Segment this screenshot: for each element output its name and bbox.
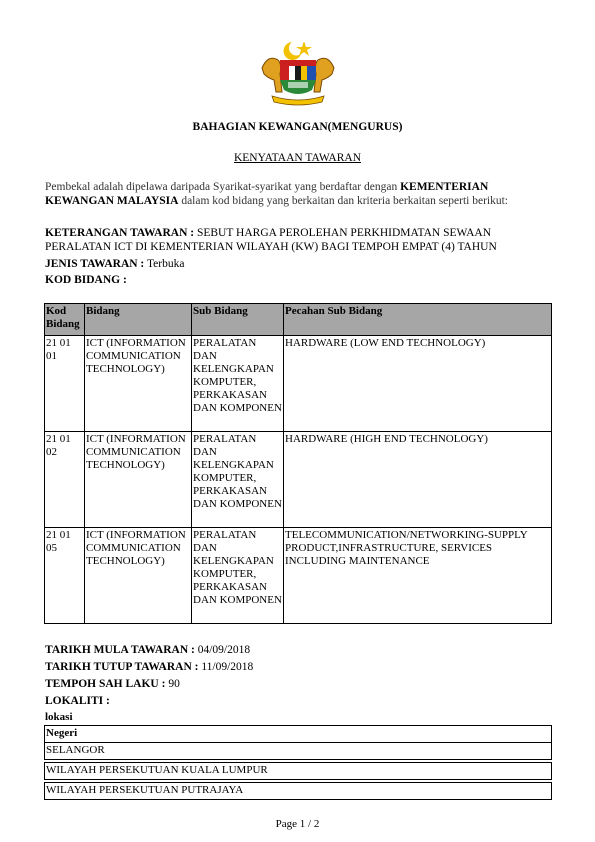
header-sub-bidang: Sub Bidang — [192, 304, 284, 336]
locality-label-text: LOKALITI : — [45, 695, 110, 707]
header-kod: Kod Bidang — [45, 304, 85, 336]
lokasi-cell: WILAYAH PERSEKUTUAN KUALA LUMPUR — [45, 763, 552, 780]
cell-kod: 21 01 01 — [45, 336, 85, 432]
cell-kod: 21 01 02 — [45, 432, 85, 528]
cell-bidang: ICT (INFORMATION COMMUNICATION TECHNOLOGY) — [85, 432, 192, 528]
cell-pecahan: TELECOMMUNICATION/NETWORKING-SUPPLY PRODUCT,INFRASTRUCTURE, SERVICES INCLUDING MAINTENANCE — [284, 528, 552, 624]
start-date — [45, 644, 250, 656]
cell-pecahan: HARDWARE (HIGH END TECHNOLOGY) — [284, 432, 552, 528]
list-item — [45, 763, 552, 780]
start-date-label: TARIKH MULA TAWARAN : — [45, 644, 195, 656]
intro-paragraph — [45, 180, 555, 208]
offer-type-value: Terbuka — [146, 258, 185, 270]
cell-pecahan: HARDWARE (LOW END TECHNOLOGY) — [284, 336, 552, 432]
malaysia-coat-of-arms-icon — [258, 38, 338, 110]
cell-sub-bidang: PERALATAN DAN KELENGKAPAN KOMPUTER, PERKAKASAN DAN KOMPONEN — [192, 432, 284, 528]
department-name: BAHAGIAN KEWANGAN(MENGURUS) — [192, 121, 403, 133]
lokasi-label — [45, 711, 73, 723]
table-row — [45, 528, 552, 624]
header-bidang: Bidang — [85, 304, 192, 336]
lokasi-header-row — [45, 726, 552, 743]
end-date-label: TARIKH TUTUP TAWARAN : — [45, 661, 199, 673]
code-label — [45, 274, 127, 286]
lokasi-header: Negeri — [45, 726, 552, 743]
locality-label — [45, 695, 110, 707]
intro-text-before: Pembekal adalah dipelawa daripada Syarikat-syarikat yang berdaftar dengan — [45, 181, 401, 193]
lokasi-cell: SELANGOR — [45, 743, 552, 760]
list-item — [45, 743, 552, 760]
ministry-name: KEMENTERIAN KEWANGAN MALAYSIA — [45, 181, 489, 207]
end-date-value: 11/09/2018 — [201, 661, 254, 673]
offer-description-value: SEBUT HARGA PEROLEHAN PERKHIDMATAN SEWAAN PERALATAN ICT DI KEMENTERIAN WILAYAH (KW) BAGI TEMPOH EMPAT (4) TAHUN — [45, 227, 497, 253]
validity-period — [45, 678, 180, 690]
table-header-row — [45, 304, 552, 336]
page-title: KENYATAAN TAWARAN — [233, 152, 362, 164]
lokasi-table — [44, 725, 552, 800]
code-label-text: KOD BIDANG : — [45, 274, 127, 286]
lokasi-label-text: lokasi — [45, 711, 73, 723]
cell-kod: 21 01 05 — [45, 528, 85, 624]
validity-value: 90 — [168, 678, 180, 690]
offer-type-label: JENIS TAWARAN : — [45, 258, 145, 270]
end-date — [45, 661, 253, 673]
table-row — [45, 432, 552, 528]
page-number: Page 1 / 2 — [275, 818, 320, 830]
offer-type — [45, 258, 184, 270]
cell-bidang: ICT (INFORMATION COMMUNICATION TECHNOLOGY) — [85, 336, 192, 432]
cell-bidang: ICT (INFORMATION COMMUNICATION TECHNOLOGY) — [85, 528, 192, 624]
cell-sub-bidang: PERALATAN DAN KELENGKAPAN KOMPUTER, PERKAKASAN DAN KOMPONEN — [192, 336, 284, 432]
table-row — [45, 336, 552, 432]
offer-description — [45, 226, 555, 254]
validity-label: TEMPOH SAH LAKU : — [45, 678, 166, 690]
lokasi-cell: WILAYAH PERSEKUTUAN PUTRAJAYA — [45, 783, 552, 800]
intro-text-after: dalam kod bidang yang berkaitan dan kriteria berkaitan seperti berikut: — [178, 195, 508, 207]
cell-sub-bidang: PERALATAN DAN KELENGKAPAN KOMPUTER, PERKAKASAN DAN KOMPONEN — [192, 528, 284, 624]
header-pecahan: Pecahan Sub Bidang — [284, 304, 552, 336]
offer-description-label: KETERANGAN TAWARAN : — [45, 227, 195, 239]
kod-bidang-table — [44, 303, 552, 624]
start-date-value: 04/09/2018 — [197, 644, 251, 656]
list-item — [45, 783, 552, 800]
